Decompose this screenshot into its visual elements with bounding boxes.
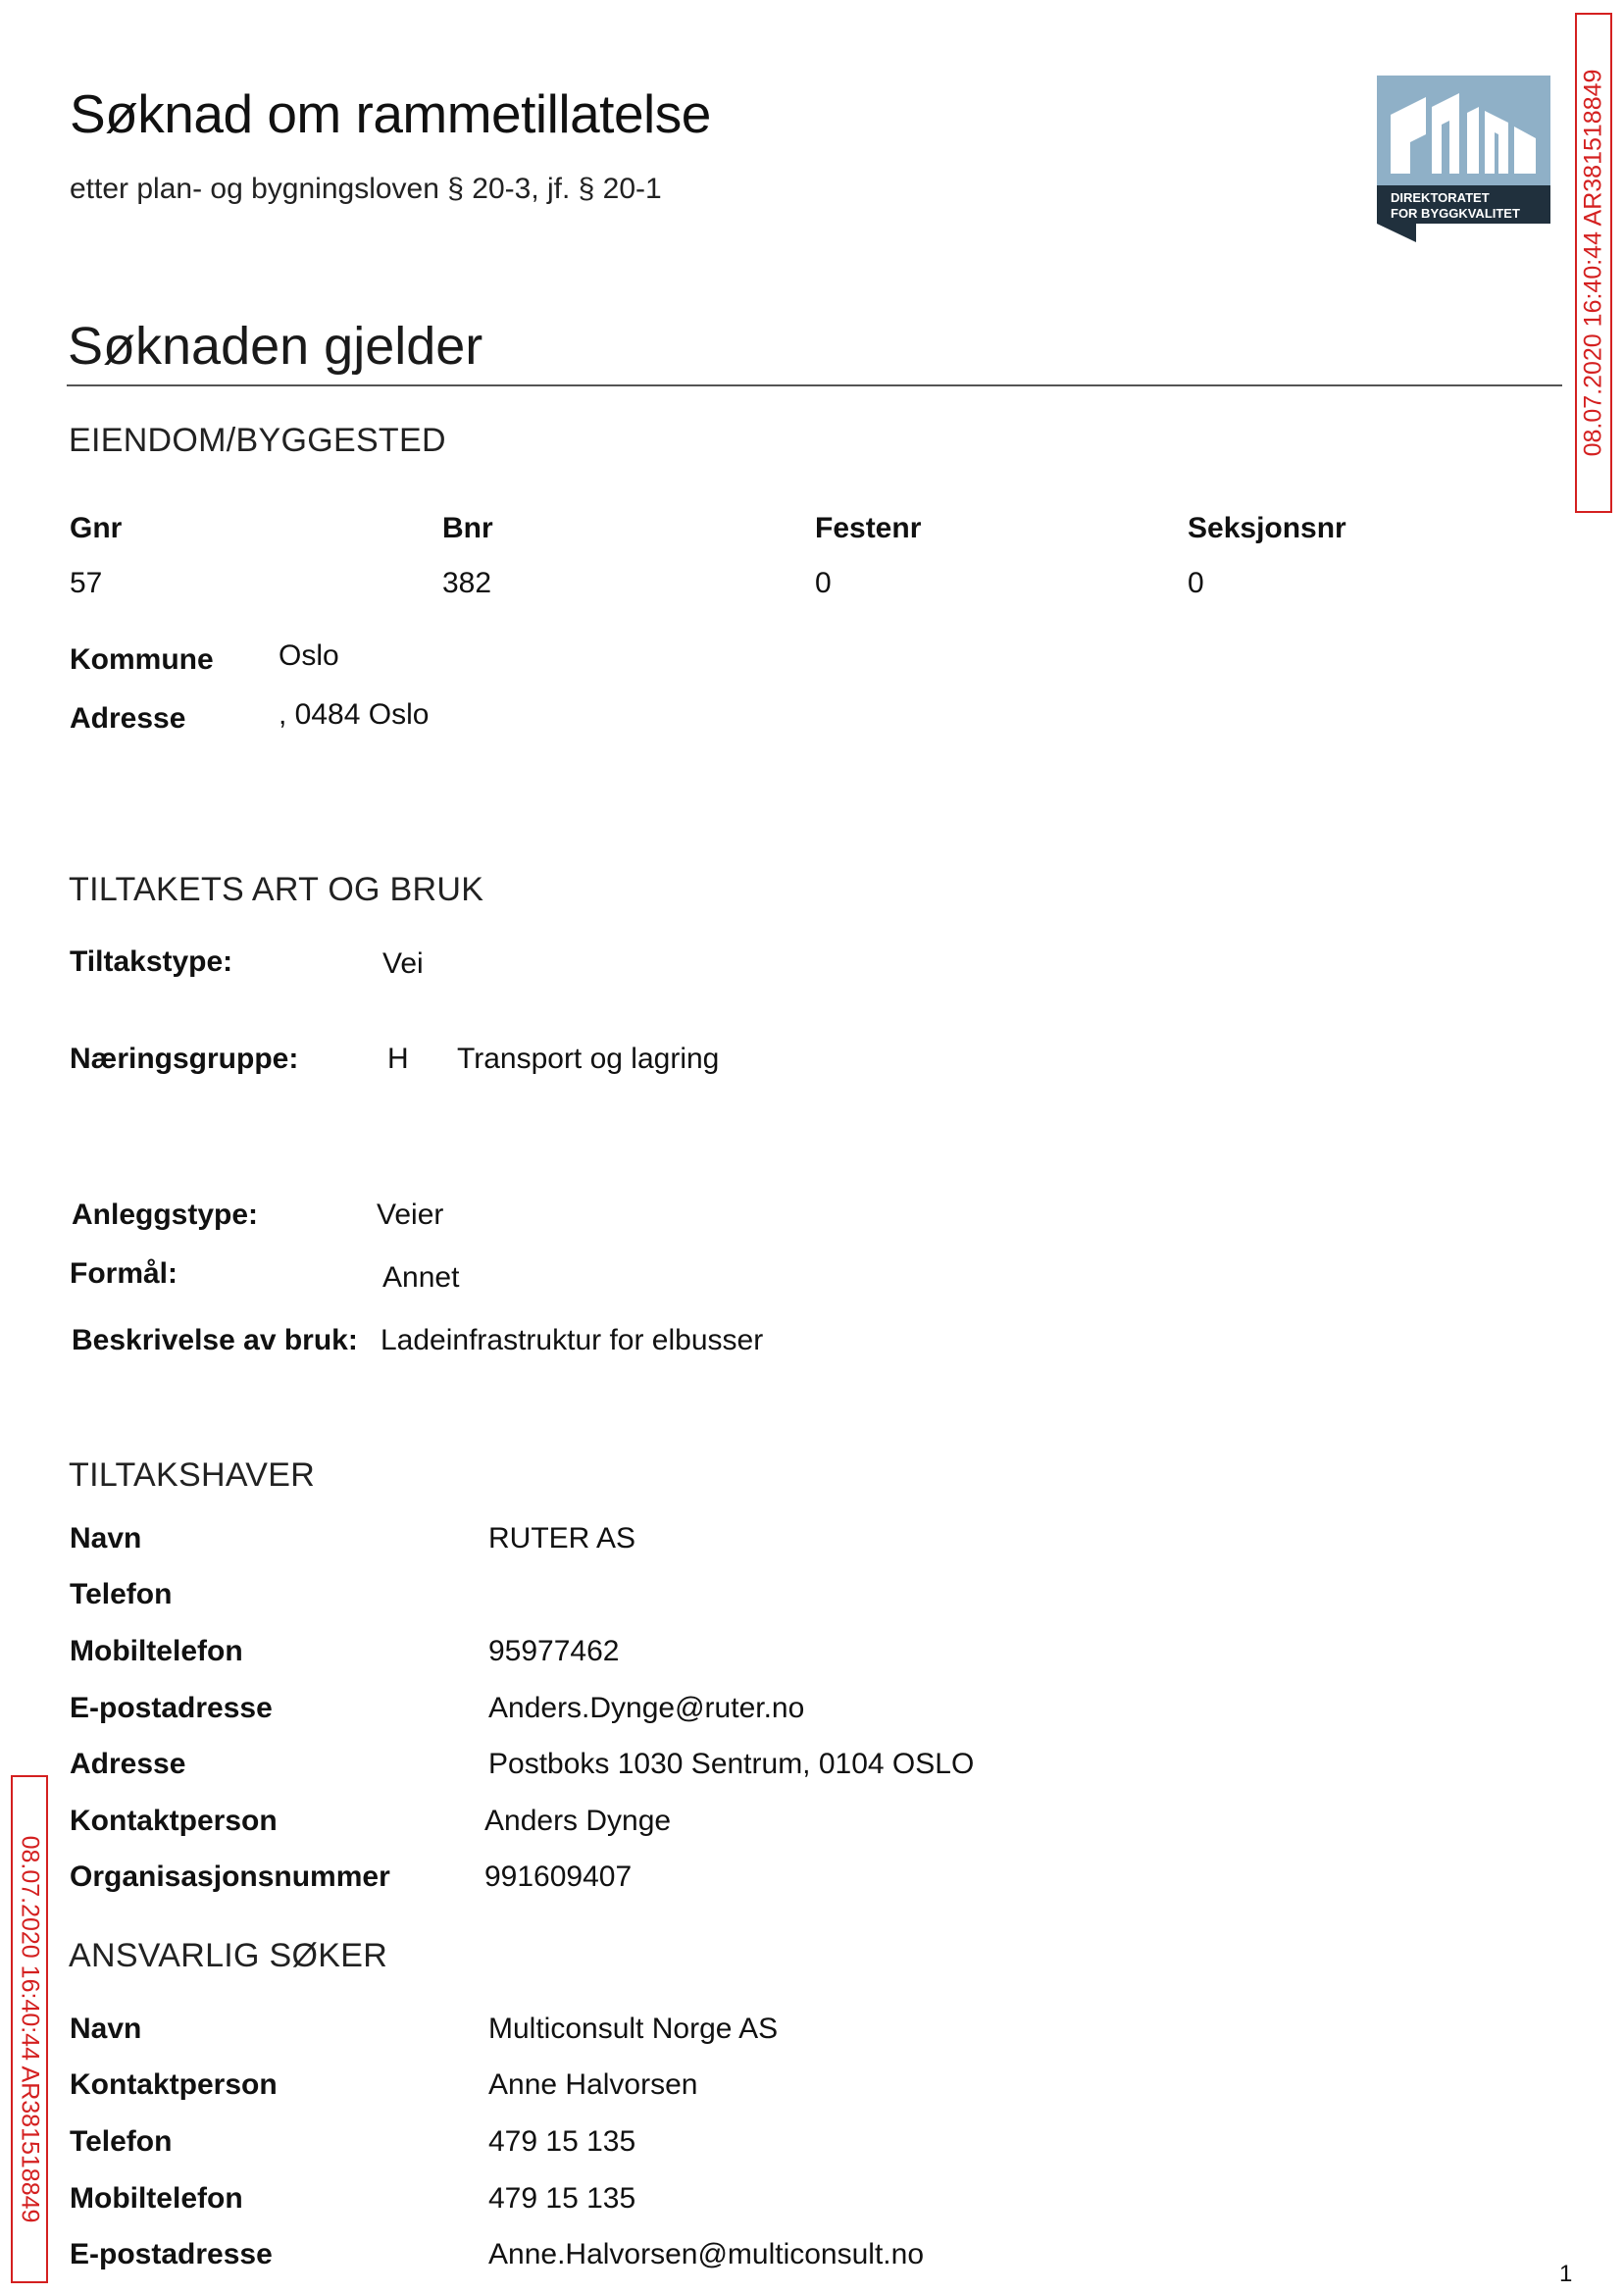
- dibk-logo: [1377, 76, 1550, 224]
- stamp-right-text: 08.07.2020 16:40:44 AR381518849: [1579, 69, 1607, 457]
- tiltakshaver-adresse-label: Adresse: [70, 1748, 186, 1780]
- soker-kontakt-value: Anne Halvorsen: [488, 2068, 698, 2101]
- section-divider: [67, 384, 1562, 386]
- page-number: 1: [1559, 2261, 1573, 2287]
- stamp-left-text: 08.07.2020 16:40:44 AR381518849: [16, 1835, 44, 2223]
- festenr-value: 0: [815, 567, 832, 599]
- naeringsgruppe-code: H: [387, 1043, 409, 1075]
- adresse-label: Adresse: [70, 702, 186, 735]
- beskrivelse-label: Beskrivelse av bruk:: [72, 1324, 358, 1356]
- section-title: Søknaden gjelder: [68, 317, 483, 376]
- tiltakshaver-mobil-label: Mobiltelefon: [70, 1635, 243, 1667]
- tiltakshaver-orgnr-value: 991609407: [484, 1861, 633, 1893]
- tiltak-heading: TILTAKETS ART OG BRUK: [69, 871, 484, 908]
- tiltakshaver-epost-label: E-postadresse: [70, 1692, 273, 1724]
- gnr-value: 57: [70, 567, 103, 599]
- tiltakshaver-epost-value: Anders.Dynge@ruter.no: [488, 1692, 805, 1724]
- eiendom-heading: EIENDOM/BYGGESTED: [69, 422, 446, 459]
- ansvarlig-soker-heading: ANSVARLIG SØKER: [69, 1937, 388, 1974]
- soker-telefon-label: Telefon: [70, 2125, 173, 2158]
- tiltakshaver-mobil-value: 95977462: [488, 1635, 620, 1667]
- logo-text-line1: DIREKTORATET: [1391, 190, 1490, 205]
- tiltakshaver-navn-label: Navn: [70, 1522, 142, 1555]
- logo-text-line2: FOR BYGGKVALITET: [1391, 206, 1520, 221]
- soker-telefon-value: 479 15 135: [488, 2125, 636, 2158]
- anleggstype-value: Veier: [377, 1198, 444, 1231]
- seksjonsnr-value: 0: [1188, 567, 1204, 599]
- festenr-label: Festenr: [815, 512, 922, 544]
- beskrivelse-value: Ladeinfrastruktur for elbusser: [381, 1324, 764, 1356]
- tiltakstype-label: Tiltakstype:: [70, 945, 233, 978]
- tiltakshaver-adresse-value: Postboks 1030 Sentrum, 0104 OSLO: [488, 1748, 975, 1780]
- soker-mobil-value: 479 15 135: [488, 2182, 636, 2215]
- tiltakshaver-telefon-label: Telefon: [70, 1578, 173, 1610]
- formal-value: Annet: [382, 1261, 460, 1294]
- dibk-logo-graphic: [1377, 76, 1550, 262]
- adresse-value: , 0484 Oslo: [279, 698, 430, 731]
- stamp-right: [1575, 13, 1612, 513]
- anleggstype-label: Anleggstype:: [72, 1198, 259, 1231]
- soker-mobil-label: Mobiltelefon: [70, 2182, 243, 2215]
- tiltakshaver-heading: TILTAKSHAVER: [69, 1456, 316, 1494]
- soker-navn-value: Multiconsult Norge AS: [488, 2013, 779, 2045]
- formal-label: Formål:: [70, 1257, 178, 1290]
- soker-epost-label: E-postadresse: [70, 2238, 273, 2270]
- kommune-value: Oslo: [279, 639, 339, 672]
- gnr-label: Gnr: [70, 512, 123, 544]
- soker-epost-value: Anne.Halvorsen@multiconsult.no: [488, 2238, 925, 2270]
- tiltakshaver-orgnr-label: Organisasjonsnummer: [70, 1861, 390, 1893]
- seksjonsnr-label: Seksjonsnr: [1188, 512, 1346, 544]
- naeringsgruppe-label: Næringsgruppe:: [70, 1043, 299, 1075]
- soker-navn-label: Navn: [70, 2013, 142, 2045]
- kommune-label: Kommune: [70, 643, 214, 676]
- tiltakshaver-kontakt-value: Anders Dynge: [484, 1805, 672, 1837]
- tiltakshaver-navn-value: RUTER AS: [488, 1522, 636, 1555]
- document-subtitle: etter plan- og bygningsloven § 20-3, jf. § 20-1: [70, 173, 662, 205]
- bnr-value: 382: [442, 567, 492, 599]
- stamp-left: [11, 1775, 48, 2283]
- tiltakshaver-kontakt-label: Kontaktperson: [70, 1805, 278, 1837]
- naeringsgruppe-value: Transport og lagring: [457, 1043, 720, 1075]
- document-title: Søknad om rammetillatelse: [70, 83, 711, 144]
- soker-kontakt-label: Kontaktperson: [70, 2068, 278, 2101]
- tiltakstype-value: Vei: [382, 947, 424, 980]
- bnr-label: Bnr: [442, 512, 493, 544]
